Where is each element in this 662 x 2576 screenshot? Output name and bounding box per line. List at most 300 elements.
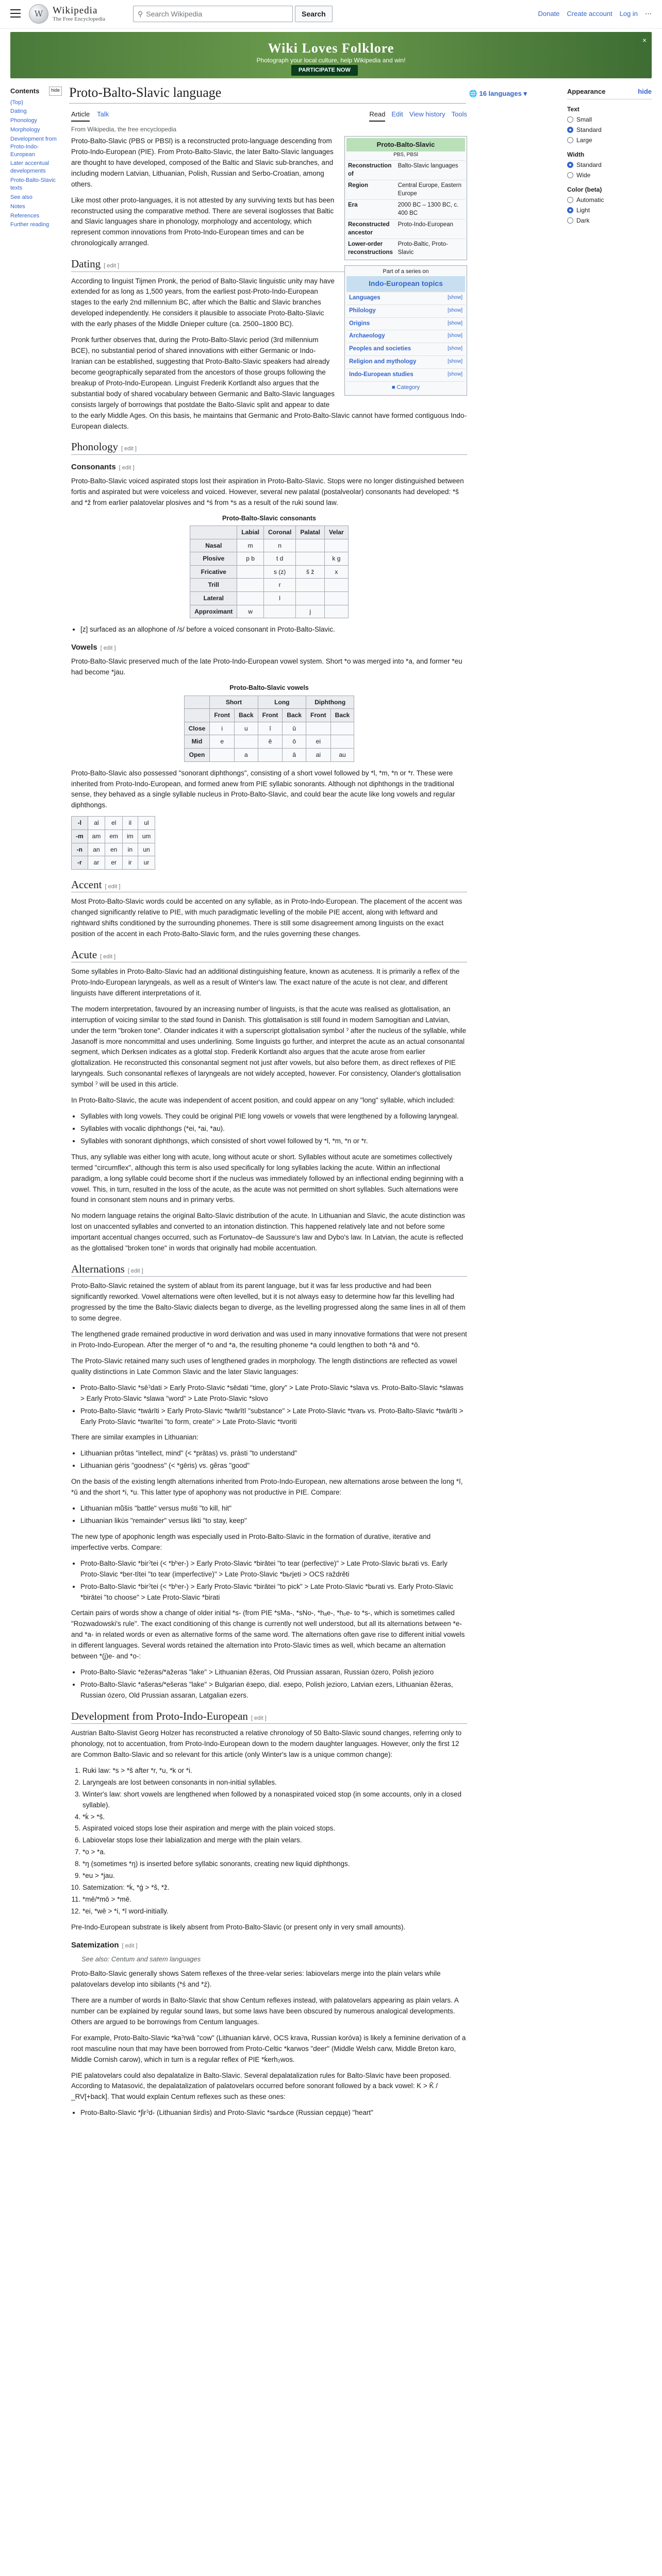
table-caption: Proto-Balto-Slavic vowels: [229, 684, 309, 692]
list-item: 8. *ŋ (sometimes *ŋ) is inserted before syllabic sonorants, creating new liquid diphthongs.: [82, 1859, 467, 1870]
row-header: Close: [184, 722, 210, 735]
color-dark-option[interactable]: [567, 216, 652, 225]
toc-item[interactable]: Proto-Balto-Slavic texts: [10, 177, 56, 191]
infobox-title: Proto-Balto-Slavic: [346, 138, 465, 151]
table-cell: [325, 539, 349, 552]
table-cell: [210, 749, 235, 762]
table-row: [72, 829, 155, 843]
more-options-icon[interactable]: ⋯: [645, 10, 652, 18]
list-item: 1. Ruki law: *s > *š after *r, *u, *k or *i.: [82, 1766, 467, 1776]
alternations-paragraph: On the basis of the existing length alternations inherited from Proto-Indo-European, new alternations arose between the long *ī, *ū and the short *i, *u. This latter type of apophony was not productive in PIE. Compare:: [71, 1478, 463, 1497]
category-label: Category: [396, 384, 420, 391]
column-group-header: Short: [210, 696, 258, 709]
navbox-row[interactable]: [346, 355, 465, 368]
row-header: Open: [184, 749, 210, 762]
alternations-paragraph: The lengthened grade remained productive in word derivation and was used in many innovative formations that were not present in Proto-Indo-European. After the merger of *o and *a, the resulting phoneme *a could lengthen to both *ā and *ō.: [71, 1330, 467, 1349]
user-links: [538, 9, 652, 19]
table-cell: [325, 592, 349, 605]
toc-item[interactable]: Morphology: [10, 127, 40, 133]
table-cell: un: [138, 843, 155, 856]
dating-paragraph: According to linguist Tijmen Pronk, the period of Balto-Slavic linguistic unity may have extended for as long as 1,500 years, from the earliest post-Proto-Indo-European stages to the early 2nd millennium BC, after which the Baltic and Slavic branches developed independently. He considers it plausible to associate Proto-Balto-Slavic with the early phases of the Middle Dnieper culture (ca. 2500–1800 BC).: [71, 277, 335, 328]
radio-icon: [567, 137, 573, 143]
table-row: [72, 843, 155, 856]
column-header: Palatal: [296, 526, 325, 539]
width-standard-option[interactable]: [567, 160, 652, 170]
search-placeholder: Search Wikipedia: [146, 9, 203, 18]
infobox-value: Proto-Baltic, Proto-Slavic: [396, 239, 465, 259]
wikipedia-logo[interactable]: [29, 4, 105, 24]
list-item: 2. Laryngeals are lost between consonants in non-initial syllables.: [82, 1777, 467, 1788]
list-item: • Syllables with vocalic diphthongs (*ei, *ai, *au).: [80, 1124, 467, 1134]
intro-paragraph: Like most other proto-languages, it is not attested by any surviving texts but has been reconstructed using the comparative method. There are several isoglosses that Baltic and Slavic languages share in phonology, morphology and accentology, which represent common innovations from Proto-Indo-European times and can be chronologically arranged.: [71, 196, 335, 247]
width-label: Width: [567, 150, 585, 158]
table-cell: er: [105, 856, 123, 870]
infobox-key: Reconstruction of: [346, 161, 396, 180]
table-row: [184, 696, 354, 709]
navbox-part-of: Part of a series on: [383, 268, 429, 275]
section-heading-alternations: [71, 1262, 467, 1277]
globe-icon: W: [29, 4, 48, 24]
radio-selected-icon: [567, 127, 573, 133]
navbox-show-toggle[interactable]: [show]: [448, 371, 462, 377]
table-row: [190, 565, 348, 579]
column-header: Coronal: [263, 526, 295, 539]
infobox-row: [346, 161, 465, 180]
table-cell: t d: [263, 552, 295, 566]
navbox-row-label: Origins: [349, 320, 370, 327]
edit-section-link[interactable]: [ edit ]: [127, 1268, 143, 1275]
table-cell: an: [88, 843, 105, 856]
row-header: Trill: [190, 579, 237, 592]
satemization-paragraph: PIE palatovelars could also depalatalize in Balto-Slavic. Several depalatalization rules for Balto-Slavic have been proposed. According to Matasović, the depalatalization of palatovelars occurred before sonorant followed by a back vowel: K > K̑ / _RV[+back]. That would explain Centum reflexes such as these ones:: [71, 2071, 451, 2101]
table-cell: w: [237, 605, 264, 618]
column-group-header: Long: [258, 696, 306, 709]
row-header: -n: [72, 843, 88, 856]
navbox-title[interactable]: Indo-European topics: [346, 276, 465, 292]
navbox-show-toggle[interactable]: [show]: [448, 333, 462, 339]
page-title: Proto-Balto-Slavic language: [69, 84, 466, 104]
list-item: • Proto-Balto-Slavic *twárīti > Early Proto-Slavic *twārītī "substance" > Late Proto-Slavic *tvarь vs. Proto-Balto-Slavic *twárīti > Early Proto-Slavic *twarītei "to form, create" > Late Proto-Slavic *tvoriti: [80, 1406, 467, 1428]
edit-section-link[interactable]: [ edit ]: [100, 953, 116, 960]
table-cell: en: [105, 843, 123, 856]
navbox-show-toggle[interactable]: [show]: [448, 346, 462, 352]
banner-subtitle: Photograph your local culture, help Wikipedia and win!: [256, 57, 406, 64]
column-header: Labial: [237, 526, 264, 539]
toc-item[interactable]: (Top): [10, 99, 24, 106]
column-header: [190, 526, 237, 539]
table-cell: s (z): [263, 565, 295, 579]
table-cell: [296, 579, 325, 592]
infobox-row: [346, 219, 465, 239]
list-item: • Syllables with sonorant diphthongs, which consisted of short vowel followed by *l, *m, *n or *r.: [80, 1136, 467, 1147]
list-item: • Proto-Balto-Slavic *ašeras/*ešeras "lake" > Bulgarian ёзеро, dial. езеро, Polish jezioro, Latvian ezers, Lithuanian ẽžeras, Russian ózero, Old Prussian assaran, Latgalian ezers.: [80, 1680, 467, 1701]
table-cell: j: [296, 605, 325, 618]
navbox-show-toggle[interactable]: [show]: [448, 359, 462, 364]
tab-view-history[interactable]: View history: [409, 110, 445, 118]
column-header: Back: [283, 709, 306, 722]
option-label: Standard: [576, 161, 602, 168]
navbox-row-label: Languages: [349, 294, 380, 301]
edit-section-link[interactable]: [ edit ]: [251, 1715, 267, 1721]
close-icon[interactable]: ×: [642, 36, 647, 44]
list-item: • Lithuanian prõtas "intellect, mind" (< *prātas) vs. pràsti "to understand": [80, 1448, 467, 1459]
navbox-show-toggle[interactable]: [show]: [448, 320, 462, 326]
language-count: 16 languages: [479, 90, 522, 97]
alternations-paragraph: The Proto-Slavic retained many such uses of lengthened grades in morphology. The length distinctions are reflected as vowel quality distinctions in Late Common Slavic and the later Slavic languages:: [71, 1357, 457, 1376]
list-item: • Lithuanian gėris "goodness" (< *gēris) vs. gẽras "good": [80, 1461, 467, 1471]
toc-item[interactable]: Dating: [10, 108, 27, 115]
navbox-row-label: Peoples and societies: [349, 346, 411, 352]
column-header: Back: [234, 709, 258, 722]
table-cell: [330, 735, 354, 749]
heading-text: Alternations: [71, 1263, 125, 1276]
row-header: Mid: [184, 735, 210, 749]
appearance-hide-button[interactable]: hide: [638, 88, 652, 95]
column-header: Front: [258, 709, 283, 722]
vowels-paragraph: Proto-Balto-Slavic also possessed "sonorant diphthongs", consisting of a short vowel followed by *l, *m, *n or *r. These were inherited from Proto-Indo-European, and formed anew from PIE syllabic sonorants. Although not diphthongs in the traditional sense, they behaved as a single syllable nucleus in Proto-Balto-Slavic, and could bear the acute like long vowels and regular diphthongs.: [71, 769, 455, 809]
width-wide-option[interactable]: [567, 171, 652, 180]
text-large-option[interactable]: [567, 135, 652, 145]
option-label: Automatic: [576, 196, 604, 204]
list-item: • Proto-Balto-Slavic *ežeras/*ažeras "lake" > Lithuanian ẽžeras, Old Prussian assaran, Russian ózero, Polish jezioro: [80, 1667, 467, 1678]
tab-article[interactable]: Article: [71, 109, 90, 122]
table-row: [184, 749, 354, 762]
table-cell: el: [105, 817, 123, 830]
infobox-row: [346, 200, 465, 219]
table-cell: p b: [237, 552, 264, 566]
row-header: Nasal: [190, 539, 237, 552]
language-infobox: [344, 136, 467, 260]
create-account-link[interactable]: Create account: [567, 10, 613, 18]
table-cell: n: [263, 539, 295, 552]
subsection-heading-satemization: [71, 1939, 467, 1951]
table-row: [72, 856, 155, 870]
row-header: -r: [72, 856, 88, 870]
column-header: Front: [210, 709, 235, 722]
vowels-table: [184, 683, 355, 761]
table-cell: il: [123, 817, 138, 830]
infobox-row: [346, 180, 465, 200]
donate-link[interactable]: Donate: [538, 10, 560, 18]
table-cell: im: [123, 829, 138, 843]
column-group-header: Diphthong: [306, 696, 354, 709]
list-item: 10. Satemization: *ḱ, *ǵ > *š, *ž.: [82, 1883, 467, 1893]
option-label: Wide: [576, 171, 591, 179]
heading-text: Development from Proto-Indo-European: [71, 1709, 248, 1722]
banner-cta-button[interactable]: PARTICIPATE NOW: [291, 65, 358, 76]
table-cell: [234, 735, 258, 749]
tab-edit[interactable]: Edit: [391, 110, 403, 118]
section-heading-phonology: [71, 440, 467, 454]
section-heading-acute: [71, 948, 467, 962]
search-button[interactable]: Search: [295, 6, 333, 22]
alternations-paragraph: Proto-Balto-Slavic retained the system of ablaut from its parent language, but it was far less productive and had been significantly reworked. Vowel alternations were often levelled, but it is not always easy to determine how far this levelling had progressed by the time the Balto-Slavic dialects began to diverge, as the levelling progressed along the same lines in all of them to some degree.: [71, 1282, 466, 1323]
table-of-contents: [10, 87, 62, 230]
list-item: • [z] surfaced as an allophone of /s/ before a voiced consonant in Proto-Balto-Slavic.: [80, 624, 467, 635]
table-cell: x: [325, 565, 349, 579]
table-cell: ū: [283, 722, 306, 735]
table-row: [190, 539, 348, 552]
banner-title: Wiki Loves Folklore: [268, 41, 394, 56]
row-header: Plosive: [190, 552, 237, 566]
column-header: Back: [330, 709, 354, 722]
heading-text: Acute: [71, 948, 97, 961]
navbox-row[interactable]: [346, 292, 465, 304]
table-cell: [263, 605, 295, 618]
table-cell: em: [105, 829, 123, 843]
text-small-option[interactable]: [567, 115, 652, 124]
table-cell: [237, 579, 264, 592]
infobox-value: Central Europe, Eastern Europe: [396, 180, 465, 200]
acute-paragraph: Some syllables in Proto-Balto-Slavic had an additional distinguishing feature, known as acuteness. It is primarily a reflex of the Proto-Indo-European laryngeals, as well as a result of Winter's law. The exact nature of the acute is not clear, and different linguists have different interpretations of it.: [71, 967, 460, 997]
tab-read[interactable]: Read: [369, 109, 385, 122]
list-item: • Proto-Balto-Slavic *sēˀdati > Early Proto-Slavic *sēdati "time, glory" > Late Proto-Slavic *slava vs. Proto-Balto-Slavic *slawas > Early Proto-Slavic *slawa "word" > Late Proto-Slavic *slovo: [80, 1383, 467, 1404]
intro-paragraph: Proto-Balto-Slavic (PBS or PBSl) is a reconstructed proto-language descending from Proto-Indo-European (PIE). From Proto-Balto-Slavic, the later Balto-Slavic languages are thought to have developed, composed of the Baltic and Slavic sub-branches, and including modern Latvian, Lithuanian, Polish, Russian and Serbo-Croatian, among others.: [71, 137, 334, 188]
row-header: -m: [72, 829, 88, 843]
table-cell: ē: [258, 735, 283, 749]
acute-paragraph: In Proto-Balto-Slavic, the acute was independent of accent position, and could appear on any "long" syllable, which included:: [71, 1096, 455, 1105]
table-cell: ā: [283, 749, 306, 762]
list-item: • Proto-Balto-Slavic *ʃirˀd- (Lithuanian širdìs) and Proto-Slavic *sьrdьce (Russian сердце) "heart": [80, 2108, 467, 2119]
log-in-link[interactable]: Log in: [619, 10, 638, 18]
color-label: Color (beta): [567, 185, 602, 193]
search-input[interactable]: [133, 6, 293, 22]
edit-section-link[interactable]: [ edit ]: [100, 645, 116, 652]
navbox-row[interactable]: [346, 317, 465, 330]
table-cell: l: [263, 592, 295, 605]
color-light-option[interactable]: [567, 206, 652, 215]
table-cell: [237, 592, 264, 605]
toc-item[interactable]: Notes: [10, 203, 25, 210]
table-cell: m: [237, 539, 264, 552]
satemization-paragraph: For example, Proto-Balto-Slavic *kaˀrwā "cow" (Lithuanian kárvė, OCS krava, Russian koróva) is likely a feminine derivation of a root masculine noun that may have been borrowed from Proto-Celtic *karwos "deer" (Middle Welsh carw, Middle Breton karo, Middle Cornish carow), which in turn is a regular reflex of PIE *ḱerh₂wos.: [71, 2033, 466, 2063]
table-row: [190, 552, 348, 566]
radio-selected-icon: [567, 162, 573, 168]
development-paragraph: Pre-Indo-European substrate is likely absent from Proto-Balto-Slavic (or present only in very small amounts).: [71, 1923, 406, 1931]
translate-icon: 🌐: [469, 90, 477, 97]
navbox-row[interactable]: [346, 368, 465, 381]
list-item: 4. *ḱ > *š.: [82, 1812, 467, 1823]
article-content: [71, 136, 467, 2124]
table-row: [184, 722, 354, 735]
toc-title: Contents: [10, 87, 40, 95]
search-icon: ⚲: [138, 9, 143, 18]
sonorant-diphthongs-table: [71, 816, 155, 869]
accent-paragraph: Most Proto-Balto-Slavic words could be accented on any syllable, as in Proto-Indo-European. The placement of the accent was changed significantly relative to PIE, with much paradigmatic levelling of the mobile PIE accent, along with leftward and rightward shifts conditioned by the surrounding phonemes. There is still some disagreement among linguists on the exact position of the accent in each Proto-Balto-Slavic form, and the rules governing these changes.: [71, 897, 462, 938]
table-cell: ar: [88, 856, 105, 870]
list-item: • Lithuanian mū̃šis "battle" versus mušti "to kill, hit": [80, 1503, 467, 1514]
column-header: Velar: [325, 526, 349, 539]
navbox-row[interactable]: [346, 330, 465, 343]
infobox-value: Proto-Indo-European: [396, 219, 465, 239]
table-row: [190, 526, 348, 539]
table-cell: um: [138, 829, 155, 843]
list-item: 7. *o > *a.: [82, 1847, 467, 1858]
table-cell: i: [210, 722, 235, 735]
table-row: [190, 592, 348, 605]
table-cell: [325, 605, 349, 618]
site-header: [0, 0, 662, 29]
option-label: Standard: [576, 126, 602, 133]
category-icon: ■: [391, 384, 395, 391]
acute-paragraph: The modern interpretation, favoured by an increasing number of linguists, is that the acute was realised as glottalisation, an interruption of voicing similar to the stød found in Danish. This glottalisation is still found in modern Samogitian and Latvian, under the term "broken tone". Olander indicates it with a superscript glottalisation symbol ˀ after the nucleus of the syllable, while Jasanoff is more noncommittal and uses underlining. Some linguists go further, and interpret the acute as an actual consonantal segment, which Derksen indicates as a glottal stop. Frederik Kortlandt also argues that the acute arose from earlier glottalization. He reconstructed this consonantal segment not just after vowels, but also before them, as direct reflexes of PIE laryngeals. Such consonantal reflexes of laryngeals are not widely accepted, however. For consistency, Olander's glottalisation symbol ˀ will be used in this article.: [71, 1005, 467, 1089]
infobox-value: 2000 BC – 1300 BC, c. 400 BC: [396, 200, 465, 219]
edit-section-link[interactable]: [ edit ]: [121, 446, 137, 452]
edit-section-link[interactable]: [ edit ]: [104, 263, 120, 269]
toc-hide-button[interactable]: hide: [49, 87, 62, 96]
satemization-paragraph: There are a number of words in Balto-Slavic that show Centum reflexes instead, with palatovelars appearing as plain velars. A number can be explained by regular sound laws, but some laws have been obscured by numerous analogical developments. Others are argued to be borrowings from Centum languages.: [71, 1996, 459, 2026]
list-item: • Proto-Balto-Slavic *birˀtei (< *bʰer-) > Early Proto-Slavic *birātei "to pick" > Late Proto-Slavic *bьrati vs. Early Proto-Slavic *birātei "to choose" > Late Proto-Slavic *birati: [80, 1582, 467, 1603]
heading-text: Vowels: [71, 643, 97, 652]
table-cell: k g: [325, 552, 349, 566]
table-cell: in: [123, 843, 138, 856]
navbox-show-toggle[interactable]: [show]: [448, 307, 462, 313]
row-header: Approximant: [190, 605, 237, 618]
text-standard-option[interactable]: [567, 125, 652, 134]
radio-icon: [567, 172, 573, 178]
section-heading-accent: [71, 878, 467, 892]
infobox-table: [346, 160, 465, 258]
option-label: Light: [576, 206, 590, 214]
heading-text: Dating: [71, 258, 101, 270]
toc-item[interactable]: Development from Proto-Indo-European: [10, 135, 57, 158]
table-cell: [258, 749, 283, 762]
main-menu-icon[interactable]: [10, 9, 21, 18]
radio-icon: [567, 116, 573, 123]
see-also-hatnote: See also: Centum and satem languages: [81, 1955, 201, 1963]
radio-icon: [567, 197, 573, 203]
table-cell: ir: [123, 856, 138, 870]
table-row: [72, 817, 155, 830]
subsection-heading-consonants: [71, 461, 467, 473]
navbox-category-link[interactable]: [346, 381, 465, 394]
alternations-paragraph: Certain pairs of words show a change of older initial *s- (from PIE *sMa-, *sNo-, *hₐe-, *hₒe- to *s-, which is sometimes called "Rozwadowski's rule". The exact conditioning of this change is currently not well understood, but all its alternations between *e- and *a- in related words or even as alternative forms of the same word. The alternations often gave rise to different initial vowels in different languages. Several words retained the alternation into Proto-Slavic times as well, which became an alternation between *(j)e- and *o-:: [71, 1609, 465, 1660]
development-paragraph: Austrian Balto-Slavist Georg Holzer has reconstructed a relative chronology of 50 Balto-Slavic sound changes, referring only to phonology, not to accentuation, from Proto-Indo-European down to the modern daughter languages. However, only the first 12 are Common Balto-Slavic and so relevant for this article (only Winter's law is a unique common change):: [71, 1729, 462, 1758]
table-cell: ei: [306, 735, 331, 749]
campaign-banner: [10, 32, 652, 78]
toc-item[interactable]: Phonology: [10, 117, 37, 124]
navbox-row-label: Indo-European studies: [349, 371, 413, 378]
column-header: [184, 696, 210, 709]
table-cell: a: [234, 749, 258, 762]
vowels-paragraph: Proto-Balto-Slavic preserved much of the late Proto-Indo-European vowel system. Short *o was merged into *a, and former *eu had become *jau.: [71, 657, 462, 676]
page-tabs: [71, 109, 467, 123]
edit-section-link[interactable]: [ edit ]: [105, 883, 121, 890]
alternations-paragraph: There are similar examples in Lithuanian:: [71, 1433, 198, 1442]
table-cell: u: [234, 722, 258, 735]
radio-selected-icon: [567, 207, 573, 213]
toc-item[interactable]: Further reading: [10, 222, 49, 228]
list-item: 12. *ei, *wē > *i, *ī word-initially.: [82, 1906, 467, 1917]
infobox-key: Region: [346, 180, 396, 200]
table-cell: š ž: [296, 565, 325, 579]
navbox-row-label: Archaeology: [349, 333, 385, 340]
table-cell: [306, 722, 331, 735]
table-row: [190, 579, 348, 592]
color-automatic-option[interactable]: [567, 195, 652, 205]
list-item: 9. *eu > *jau.: [82, 1871, 467, 1882]
row-header: -l: [72, 817, 88, 830]
table-cell: au: [330, 749, 354, 762]
from-wikipedia: From Wikipedia, the free encyclopedia: [71, 126, 177, 133]
subsection-heading-vowels: [71, 641, 467, 653]
table-cell: am: [88, 829, 105, 843]
infobox-key: Reconstructed ancestor: [346, 219, 396, 239]
alternations-paragraph: The new type of apophonic length was especially used in Proto-Balto-Slavic in the formation of durative, iterative and imperfective verbs. Compare:: [71, 1532, 431, 1551]
row-header: Lateral: [190, 592, 237, 605]
table-cell: ō: [283, 735, 306, 749]
navbox-row[interactable]: [346, 304, 465, 317]
navbox-row-label: Religion and mythology: [349, 359, 417, 365]
list-item: 5. Aspirated voiced stops lose their aspiration and merge with the plain voiced stops.: [82, 1823, 467, 1834]
heading-text: Accent: [71, 878, 102, 891]
toc-item[interactable]: See also: [10, 194, 32, 200]
sound-change-list: [71, 1766, 467, 1917]
table-cell: al: [88, 817, 105, 830]
navbox-row-label: Philology: [349, 307, 376, 314]
table-row: [184, 709, 354, 722]
column-header: Front: [306, 709, 331, 722]
navbox-row[interactable]: [346, 343, 465, 355]
edit-section-link[interactable]: [ edit ]: [119, 464, 135, 471]
tab-tools[interactable]: Tools: [451, 110, 467, 118]
section-heading-development: [71, 1709, 467, 1724]
infobox-key: Lower-order reconstructions: [346, 239, 396, 259]
consonants-paragraph: Proto-Balto-Slavic voiced aspirated stops lost their aspiration in Proto-Balto-Slavic. Stops were no longer distinguished between fortis and aspirated but were voiceless and voiced. However, several new palatal (postalveolar) consonants had developed: *š and *ž from earlier palatovelar plosives and *ś from *s as a result of the ruki sound law.: [71, 477, 464, 506]
table-cell: [296, 539, 325, 552]
tagline: The Free Encyclopedia: [53, 15, 106, 22]
table-cell: [296, 552, 325, 566]
table-cell: [296, 592, 325, 605]
table-cell: ai: [306, 749, 331, 762]
infobox-value: Balto-Slavic languages: [396, 161, 465, 180]
series-navbox: [344, 265, 467, 395]
list-item: 6. Labiovelar stops lose their labialization and merge with the plain velars.: [82, 1835, 467, 1846]
acute-paragraph: Thus, any syllable was either long with acute, long without acute or short. Syllables without acute are sometimes collectively termed "circumflex", although this term is also used specifically for long syllables lacking the acute. Within an inflectional paradigm, a long syllable could become short if the nucleus was immediately followed by an inflectional ending beginning with a vowel. This, in turn, resulted in the loss of the acute, as the acute was not permitted on short syllables. Such alternations were found in consonant stem nouns and in primary verbs.: [71, 1153, 464, 1204]
language-selector[interactable]: [469, 89, 527, 99]
list-item: 11. *mē/*mō > *mē.: [82, 1894, 467, 1905]
list-item: • Lithuanian likùs "remainder" versus likti "to stay, keep": [80, 1516, 467, 1527]
infobox-row: [346, 239, 465, 259]
option-label: Small: [576, 115, 592, 123]
table-row: [190, 605, 348, 618]
acute-paragraph: No modern language retains the original Balto-Slavic distribution of the acute. In Lithuanian and Slavic, the acute distinction was lost on unaccented syllables and converted to an intonation distinction. This happened relatively late and not before some important accentual changes occurred, such as Fortunatov–de Saussure's law and Dybo's law. In Latvian, the acute is reflected as the glottalised "broken tone" in words that originally had mobile accentuation.: [71, 1212, 465, 1252]
consonants-table: [190, 514, 348, 619]
row-header: Fricative: [190, 565, 237, 579]
tab-talk[interactable]: Talk: [97, 110, 109, 118]
table-cell: r: [263, 579, 295, 592]
edit-section-link[interactable]: [ edit ]: [122, 1942, 138, 1949]
satemization-paragraph: Proto-Balto-Slavic generally shows Satem reflexes of the three-velar series: labiovelars merge into the plain velars while palatovelars develop into sibilants (*ś and *ź).: [71, 1970, 441, 1989]
appearance-title: Appearance: [567, 88, 606, 95]
table-cell: [325, 579, 349, 592]
toc-item[interactable]: Later accentual developments: [10, 160, 49, 175]
navbox-show-toggle[interactable]: [show]: [448, 294, 462, 300]
table-row: [184, 735, 354, 749]
table-cell: [330, 722, 354, 735]
text-size-label: Text: [567, 105, 580, 113]
heading-text: Phonology: [71, 440, 119, 453]
toc-item[interactable]: References: [10, 212, 40, 219]
chevron-down-icon: ▾: [523, 90, 527, 97]
table-cell: ur: [138, 856, 155, 870]
list-item: 3. Winter's law: short vowels are lengthened when followed by a nonaspirated voiced stop (in some accounts, only in a closed syllable).: [82, 1789, 467, 1811]
option-label: Large: [576, 136, 592, 144]
table-cell: e: [210, 735, 235, 749]
radio-icon: [567, 217, 573, 224]
appearance-panel: [567, 87, 652, 226]
table-cell: ī: [258, 722, 283, 735]
